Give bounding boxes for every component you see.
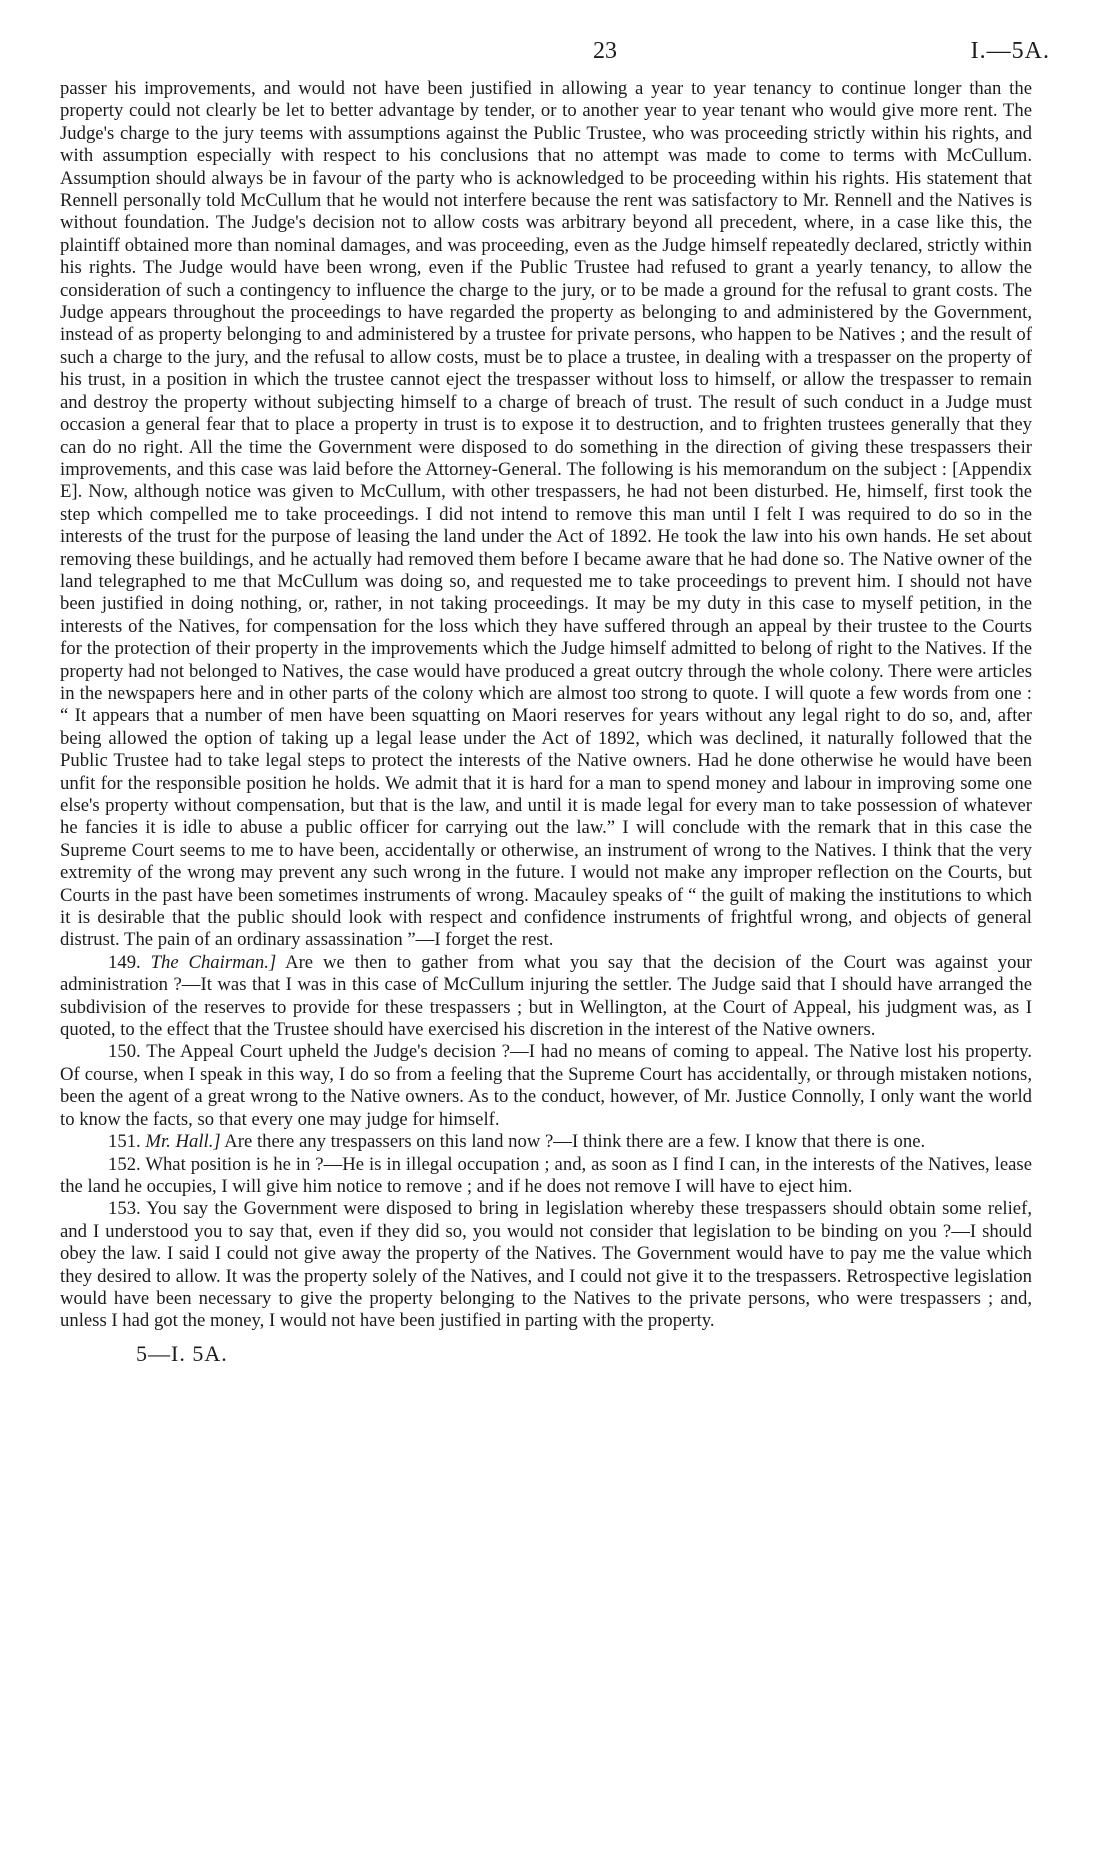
page-header [88,38,1050,78]
document-reference: I.—5A. [970,38,1050,64]
question-149 [60,952,1032,1042]
question-151 [60,1131,1032,1153]
question-150 [60,1041,1032,1131]
page-number: 23 [593,38,617,64]
question-text: The Appeal Court upheld the Judge's decision ?—I had no means of coming to appeal. The Native lost his property. Of course, when I speak in this way, I do so from a feeling that the Supreme Court has accidentally, or through mistaken notions, been the agent of a great wrong to the Native owners. As to the conduct, however, of Mr. Justice Connolly, I only want the world to know the facts, so that every one may judge for himself. [60,1041,1032,1130]
question-text: You say the Government were disposed to bring in legislation whereby these trespassers should obtain some relief, and I understood you to say that, even if they did so, you would not consider that legislation to be binding on you ?—I should obey the law. I said I could not give away the property of the Natives. The Government would have to pay me the value which they desired to allow. It was the property solely of the Natives, and I could not give it to the trespassers. Retrospective legislation would have been necessary to give the property belonging to the Natives to the private persons, who were trespassers ; and, unless I had got the money, I would not have been justified in parting with the property. [60,1198,1032,1332]
question-152 [60,1154,1032,1199]
question-number: 153. [108,1198,141,1220]
question-153 [60,1198,1032,1332]
question-text: Are there any trespassers on this land now ?—I think there are a few. I know that there is one. [224,1131,926,1153]
speaker-label: Mr. Hall.] [145,1131,221,1153]
question-number: 149. [108,951,141,973]
speaker-label: The Chairman.] [150,951,277,973]
question-text: Are we then to gather from what you say that the decision of the Court was against your administration ?—It was that I was in this case of McCullum injuring the settler. The Judge said that I should have arranged the subdivision of the reserves to provide for these trespassers ; but in Wellington, at the Court of Appeal, his judgment was, as I quoted, to the effect that the Trustee should have exercised his discretion in the interest of the Native owners. [60,951,1033,1041]
question-text: What position is he in ?—He is in illegal occupation ; and, as soon as I find I can, in the interests of the Natives, lease the land he occupies, I will give him notice to remove ; and if he does not remove I will have to eject him. [60,1153,1032,1197]
body-text [60,78,1032,1333]
question-number: 151. [108,1131,141,1153]
paragraph-continuation: passer his improvements, and would not have been justified in allowing a year to year tenancy to continue longer than the property could not clearly be let to better advantage by tender, or to another year to year tenant who would give more rent. The Judge's charge to the jury teems with assumptions against the Public Trustee, who was proceeding strictly within his rights, and with assumption especially with respect to his conclusions that no attempt was made to come to terms with McCullum. Assumption should always be in favour of the party who is acknowledged to be proceeding within his rights. His statement that Rennell personally told McCullum that he would not interfere because the rent was satisfactory to Mr. Rennell and the Natives is without foundation. The Judge's decision not to allow costs was arbitrary beyond all precedent, where, in a case like this, the plaintiff obtained more than nominal damages, and was proceeding, even as the Judge himself repeatedly declared, strictly within his rights. The Judge would have been wrong, even if the Public Trustee had refused to grant a yearly tenancy, to allow the consideration of such a contingency to influence the charge to the jury, or to be made a ground for the refusal to grant costs. The Judge appears throughout the proceedings to have regarded the property as belonging to and administered by the Government, instead of as property belonging to and administered by a trustee for private persons, who happen to be Natives ; and the result of such a charge to the jury, and the refusal to allow costs, must be to place a trustee, in dealing with a trespasser on the property of his trust, in a position in which the trustee cannot eject the trespasser without loss to himself, or allow the trespasser to remain and destroy the property without subjecting himself to a charge of breach of trust. The result of such conduct in a Judge must occasion a general fear that to place a property in trust is to expose it to destruction, and to frighten trustees generally that they can do no right. All the time the Government were disposed to do something in the direction of giving these trespassers their improvements, and this case was laid before the Attorney-General. The following is his memorandum on the subject : [Appendix E]. Now, although notice was given to McCullum, with other trespassers, he had not been disturbed. He, himself, first took the step which compelled me to take proceedings. I did not intend to remove this man until I felt I was required to do so in the interests of the trust for the purpose of leasing the land under the Act of 1892. He took the law into his own hands. He set about removing these buildings, and he actually had removed them before I became aware that he had done so. The Native owner of the land telegraphed to me that McCullum was doing so, and requested me to take proceedings to prevent him. I should not have been justified in doing nothing, or, rather, in not taking proceedings. It may be my duty in this case to myself petition, in the interests of the Natives, for compensation for the loss which they have suffered through an appeal by their trustee to the Courts for the protection of their property in the improvements which the Judge himself admitted to belong of right to the Natives. If the property had not belonged to Natives, the case would have produced a great outcry through the whole colony. There were articles in the newspapers here and in other parts of the colony which are almost too strong to quote. I will quote a few words from one : “ It appears that a number of men have been squatting on Maori reserves for years without any legal right to do so, and, after being allowed the option of taking up a legal lease under the Act of 1892, which was declined, it naturally followed that the Public Trustee had to take legal steps to protect the interests of the Native owners. Had he done otherwise he would have been unfit for the responsible position he holds. We admit that it is hard for a man to spend money and labour in improving some one else's property without compensation, but that is the law, and until it is made legal for every man to take possession of whatever he fancies it is idle to abuse a public officer for carrying out the law.” I will conclude with the remark that in this case the Supreme Court seems to me to have been, accidentally or otherwise, an instrument of wrong to the Natives. I think that the very extremity of the wrong may prevent any such wrong in the future. I would not make any improper reflection on the Courts, but Courts in the past have been sometimes instruments of wrong. Macauley speaks of “ the guilt of making the institutions to which it is desirable that the public should look with respect and confidence instruments of frightful wrong, and objects of general distrust. The pain of an ordinary assassination ”—I forget the rest. [60,78,1032,951]
question-number: 150. [108,1041,141,1063]
question-number: 152. [108,1153,141,1175]
signature-mark: 5—I. 5A. [136,1340,228,1366]
